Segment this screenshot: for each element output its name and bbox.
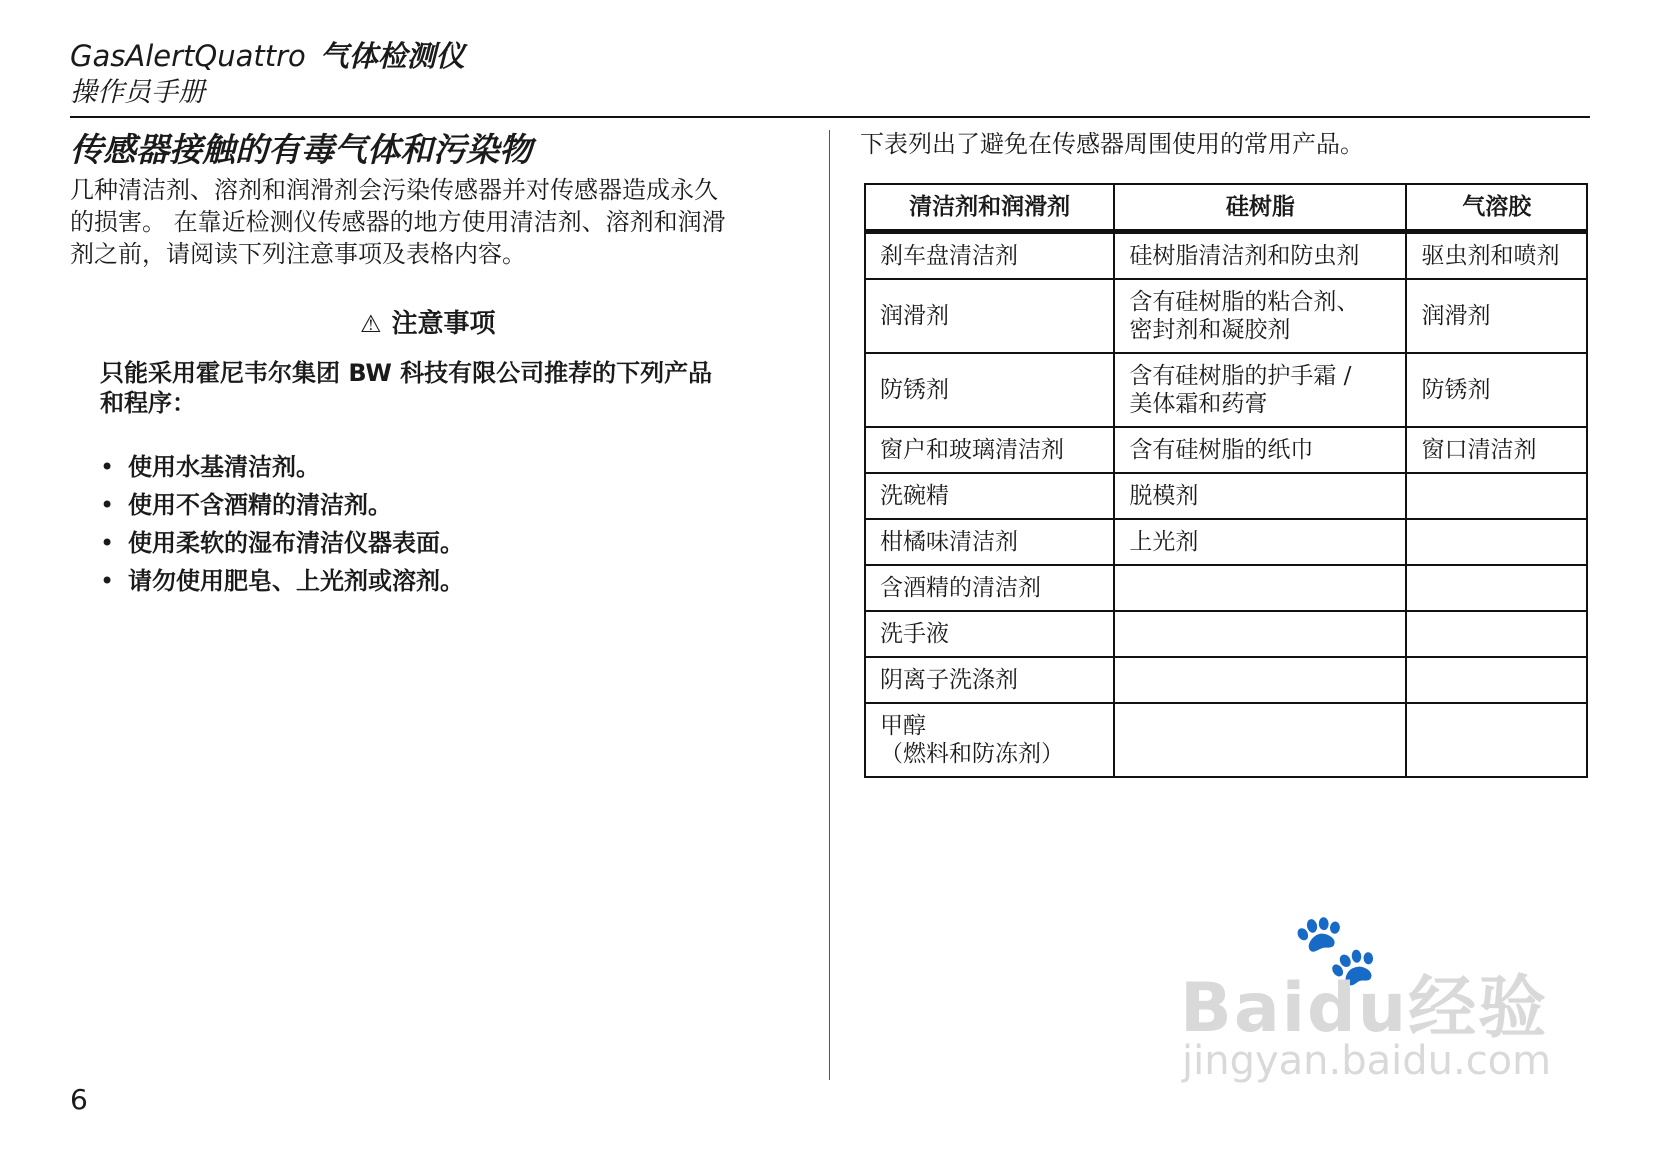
cell-cleaner [865, 427, 1114, 473]
table-row [865, 353, 1587, 427]
cell-text: 防锈剂 [1421, 377, 1491, 403]
cell-aerosol [1406, 473, 1587, 519]
cell-text: 润滑剂 [880, 303, 949, 329]
cell-cleaner [865, 519, 1114, 565]
cell-cleaner [865, 279, 1114, 353]
caution-bullet-list [100, 448, 464, 600]
watermark-url: jingyan.baidu.com [1182, 1038, 1552, 1084]
table-row [865, 657, 1587, 703]
intro-line: 剂之前，请阅读下列注意事项及表格内容。 [70, 240, 526, 268]
cell-text: 硅树脂清洁剂和防虫剂 [1129, 243, 1360, 269]
table-header-row [865, 184, 1587, 232]
cell-text: 阴离子洗涤剂 [880, 667, 1018, 693]
table-row [865, 703, 1587, 777]
table-row [865, 519, 1587, 565]
bullet-item: • 请勿使用肥皂、上光剂或溶剂。 [100, 562, 464, 600]
cell-silicone [1114, 279, 1406, 353]
cell-silicone [1114, 427, 1406, 473]
bullet-item: • 使用柔软的湿布清洁仪器表面。 [100, 524, 464, 562]
cell-text: 上光剂 [1129, 529, 1199, 555]
section-title: 传感器接触的有毒气体和污染物 [70, 130, 532, 169]
cell-text: 柑橘味清洁剂 [880, 529, 1018, 555]
cell-text: 驱虫剂和喷剂 [1421, 243, 1560, 269]
page-number: 6 [70, 1083, 88, 1116]
cell-cleaner [865, 353, 1114, 427]
table-row [865, 473, 1587, 519]
header-divider [70, 116, 1590, 118]
cell-aerosol [1406, 565, 1587, 611]
cell-aerosol [1406, 232, 1587, 280]
intro-paragraph [70, 174, 790, 270]
bullet-dot-icon: • [100, 529, 115, 557]
cell-text: 美体霜和药膏 [1129, 391, 1268, 417]
watermark-brand: Baidu经验 [1180, 969, 1549, 1048]
column-header-silicone: 硅树脂 [1114, 184, 1406, 232]
cell-silicone [1114, 565, 1406, 611]
cell-cleaner [865, 611, 1114, 657]
table-intro: 下表列出了避免在传感器周围使用的常用产品。 [860, 130, 1364, 158]
paw-logo-icon: 🐾 [1292, 908, 1380, 990]
intro-line: 几种清洁剂、溶剂和润滑剂会污染传感器并对传感器造成永久 [70, 176, 718, 204]
cell-cleaner [865, 703, 1114, 777]
cell-aerosol [1406, 279, 1587, 353]
cell-silicone [1114, 703, 1406, 777]
bullet-dot-icon: • [100, 453, 115, 481]
table-body [865, 232, 1587, 778]
cell-aerosol [1406, 703, 1587, 777]
caution-line: 和程序： [100, 389, 196, 417]
cell-text: 含有硅树脂的纸巾 [1129, 437, 1314, 463]
cell-text: 洗手液 [880, 621, 949, 647]
caution-heading-label: 注意事项 [391, 309, 496, 339]
cell-silicone [1114, 232, 1406, 280]
table-row [865, 611, 1587, 657]
bullet-dot-icon: • [100, 567, 115, 595]
warning-triangle-icon: ⚠ [360, 310, 382, 338]
column-header-cleaners: 清洁剂和润滑剂 [865, 184, 1114, 232]
cell-silicone [1114, 611, 1406, 657]
bullet-dot-icon: • [100, 491, 115, 519]
cell-text: 含酒精的清洁剂 [880, 575, 1041, 601]
cell-silicone [1114, 657, 1406, 703]
cell-cleaner [865, 232, 1114, 280]
table-row [865, 232, 1587, 280]
cell-aerosol [1406, 353, 1587, 427]
table-row [865, 279, 1587, 353]
cell-text: 密封剂和凝胶剂 [1129, 317, 1291, 343]
bullet-item: • 使用水基清洁剂。 [100, 448, 464, 486]
bullet-item: • 使用不含酒精的清洁剂。 [100, 486, 464, 524]
cell-text: 含有硅树脂的粘合剂、 [1129, 289, 1360, 315]
caution-heading [360, 306, 496, 342]
cell-silicone [1114, 473, 1406, 519]
cell-cleaner [865, 657, 1114, 703]
products-to-avoid-table [864, 183, 1588, 778]
manual-header-subtitle: 操作员手册 [70, 77, 205, 108]
cell-cleaner [865, 565, 1114, 611]
caution-body [100, 358, 780, 418]
cell-aerosol [1406, 611, 1587, 657]
table-row [865, 565, 1587, 611]
cell-text: 窗户和玻璃清洁剂 [880, 437, 1064, 463]
cell-text: 含有硅树脂的护手霜 / [1129, 363, 1352, 389]
intro-line: 的损害。 在靠近检测仪传感器的地方使用清洁剂、溶剂和润滑 [70, 208, 726, 236]
product-name: GasAlertQuattro [70, 39, 306, 73]
cell-aerosol [1406, 427, 1587, 473]
cell-text: 脱模剂 [1129, 483, 1199, 509]
cell-text: 窗口清洁剂 [1421, 437, 1537, 463]
cell-silicone [1114, 519, 1406, 565]
cell-text: 洗碗精 [880, 483, 949, 509]
table-row [865, 427, 1587, 473]
product-name-cn: 气体检测仪 [319, 39, 465, 73]
cell-text: 润滑剂 [1421, 303, 1491, 329]
column-header-aerosols: 气溶胶 [1406, 184, 1587, 232]
column-divider [829, 130, 830, 1080]
cell-text: 甲醇 [880, 713, 926, 739]
cell-aerosol [1406, 519, 1587, 565]
manual-header-title [70, 38, 465, 74]
cell-silicone [1114, 353, 1406, 427]
cell-text: （燃料和防冻剂） [880, 741, 1064, 767]
cell-aerosol [1406, 657, 1587, 703]
cell-text: 防锈剂 [880, 377, 949, 403]
caution-line: 只能采用霍尼韦尔集团 BW 科技有限公司推荐的下列产品 [100, 359, 713, 387]
cell-text: 刹车盘清洁剂 [880, 243, 1018, 269]
cell-cleaner [865, 473, 1114, 519]
